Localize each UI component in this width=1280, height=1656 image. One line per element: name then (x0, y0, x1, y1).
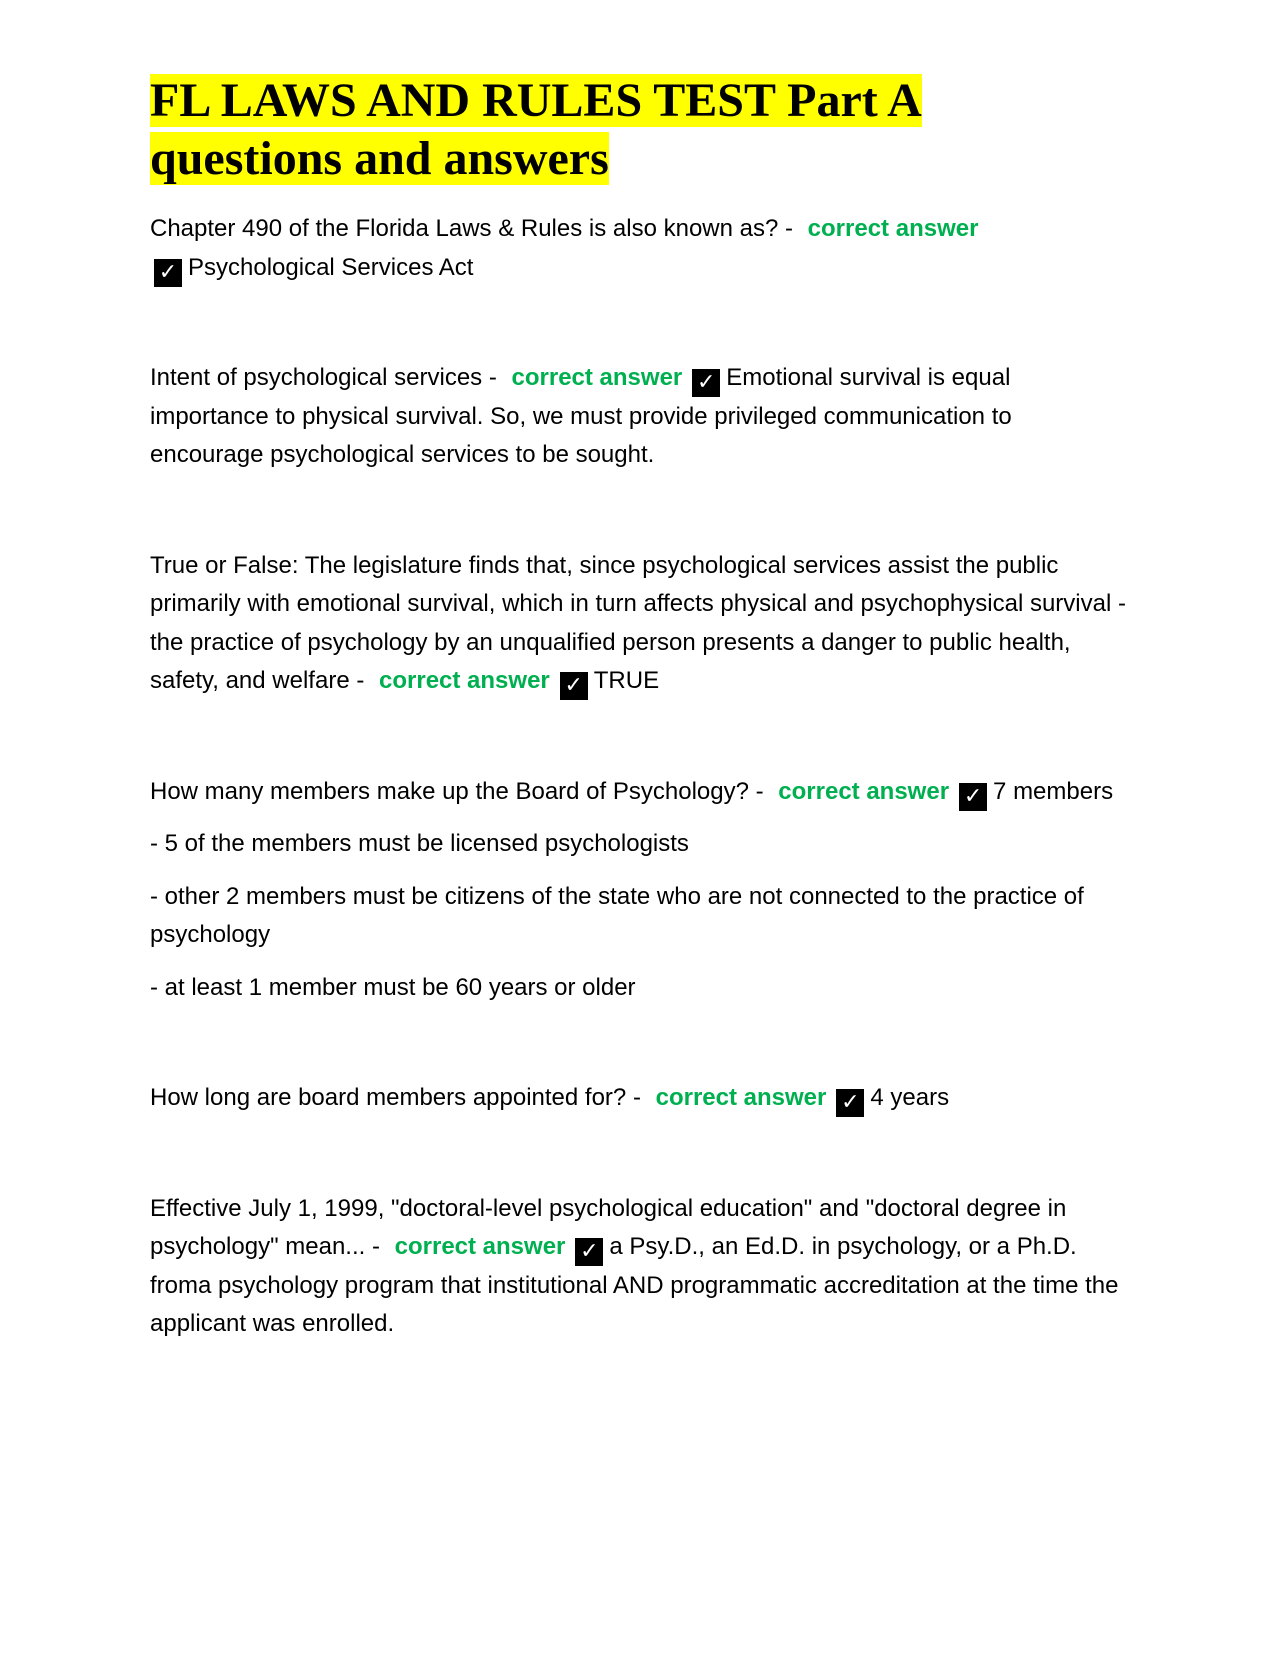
question-text: True or False: The legislature finds that, since psychological services assist the public primarily with emotional survival, which in turn affects physical and psychophysical survival - the practice of psychology by an unqualified person presents a danger to public health, safety, and welfare - (150, 551, 1126, 694)
question-text: Effective July 1, 1999, "doctoral-level psychological education" and "doctoral degree in psychology" mean... - (150, 1194, 1067, 1260)
qa-item-4 (150, 773, 1130, 812)
answer-text: a Psy.D., an Ed.D. in psychology, or a Ph.D. froma psychology program that institutional AND programmatic accreditation at the time the applicant was enrolled. (150, 1233, 1119, 1337)
correct-answer-label: correct answer (778, 777, 950, 805)
document-page (150, 72, 1130, 1344)
correct-answer-label: correct answer (807, 215, 979, 242)
qa-item-5 (150, 1079, 1130, 1118)
correct-answer-label: correct answer (379, 667, 550, 694)
qa-item-3 (150, 547, 1130, 701)
board-detail-bullet-3: - at least 1 member must be 60 years or older (150, 973, 636, 1001)
answer-text: Psychological Services Act (188, 253, 474, 281)
board-detail-bullet-1: - 5 of the members must be licensed psychologists (150, 830, 689, 857)
question-text: Chapter 490 of the Florida Laws & Rules is also known as? - (150, 215, 800, 242)
checkmark-icon: ✓ (692, 369, 720, 397)
question-text: Intent of psychological services - (150, 364, 504, 391)
document-title (150, 72, 1130, 188)
title-line-1: FL LAWS AND RULES TEST Part A (150, 74, 922, 127)
checkmark-icon: ✓ (836, 1089, 864, 1117)
answer-text: 7 members (993, 777, 1114, 805)
correct-answer-label: correct answer (394, 1233, 566, 1260)
board-detail-bullet-2: - other 2 members must be citizens of the state who are not connected to the practice of psychology (150, 882, 1084, 948)
title-line-2: questions and answers (150, 132, 609, 185)
checkmark-icon: ✓ (154, 259, 182, 287)
correct-answer-label: correct answer (655, 1084, 827, 1111)
answer-text: Emotional survival is equal importance to physical survival. So, we must provide privileged communication to encourage psychological services to be sought. (150, 364, 1012, 468)
correct-answer-label: correct answer (511, 364, 683, 391)
checkmark-icon: ✓ (575, 1238, 603, 1266)
question-text: How long are board members appointed for? - (150, 1084, 648, 1111)
answer-text: 4 years (870, 1084, 950, 1111)
checkmark-icon: ✓ (560, 672, 588, 700)
qa-item-2 (150, 359, 1130, 475)
answer-text: TRUE (593, 667, 660, 694)
qa-item-6 (150, 1190, 1130, 1344)
question-text: How many members make up the Board of Psychology? - (150, 777, 771, 805)
checkmark-icon: ✓ (959, 783, 987, 811)
qa-item-1 (150, 210, 1130, 287)
